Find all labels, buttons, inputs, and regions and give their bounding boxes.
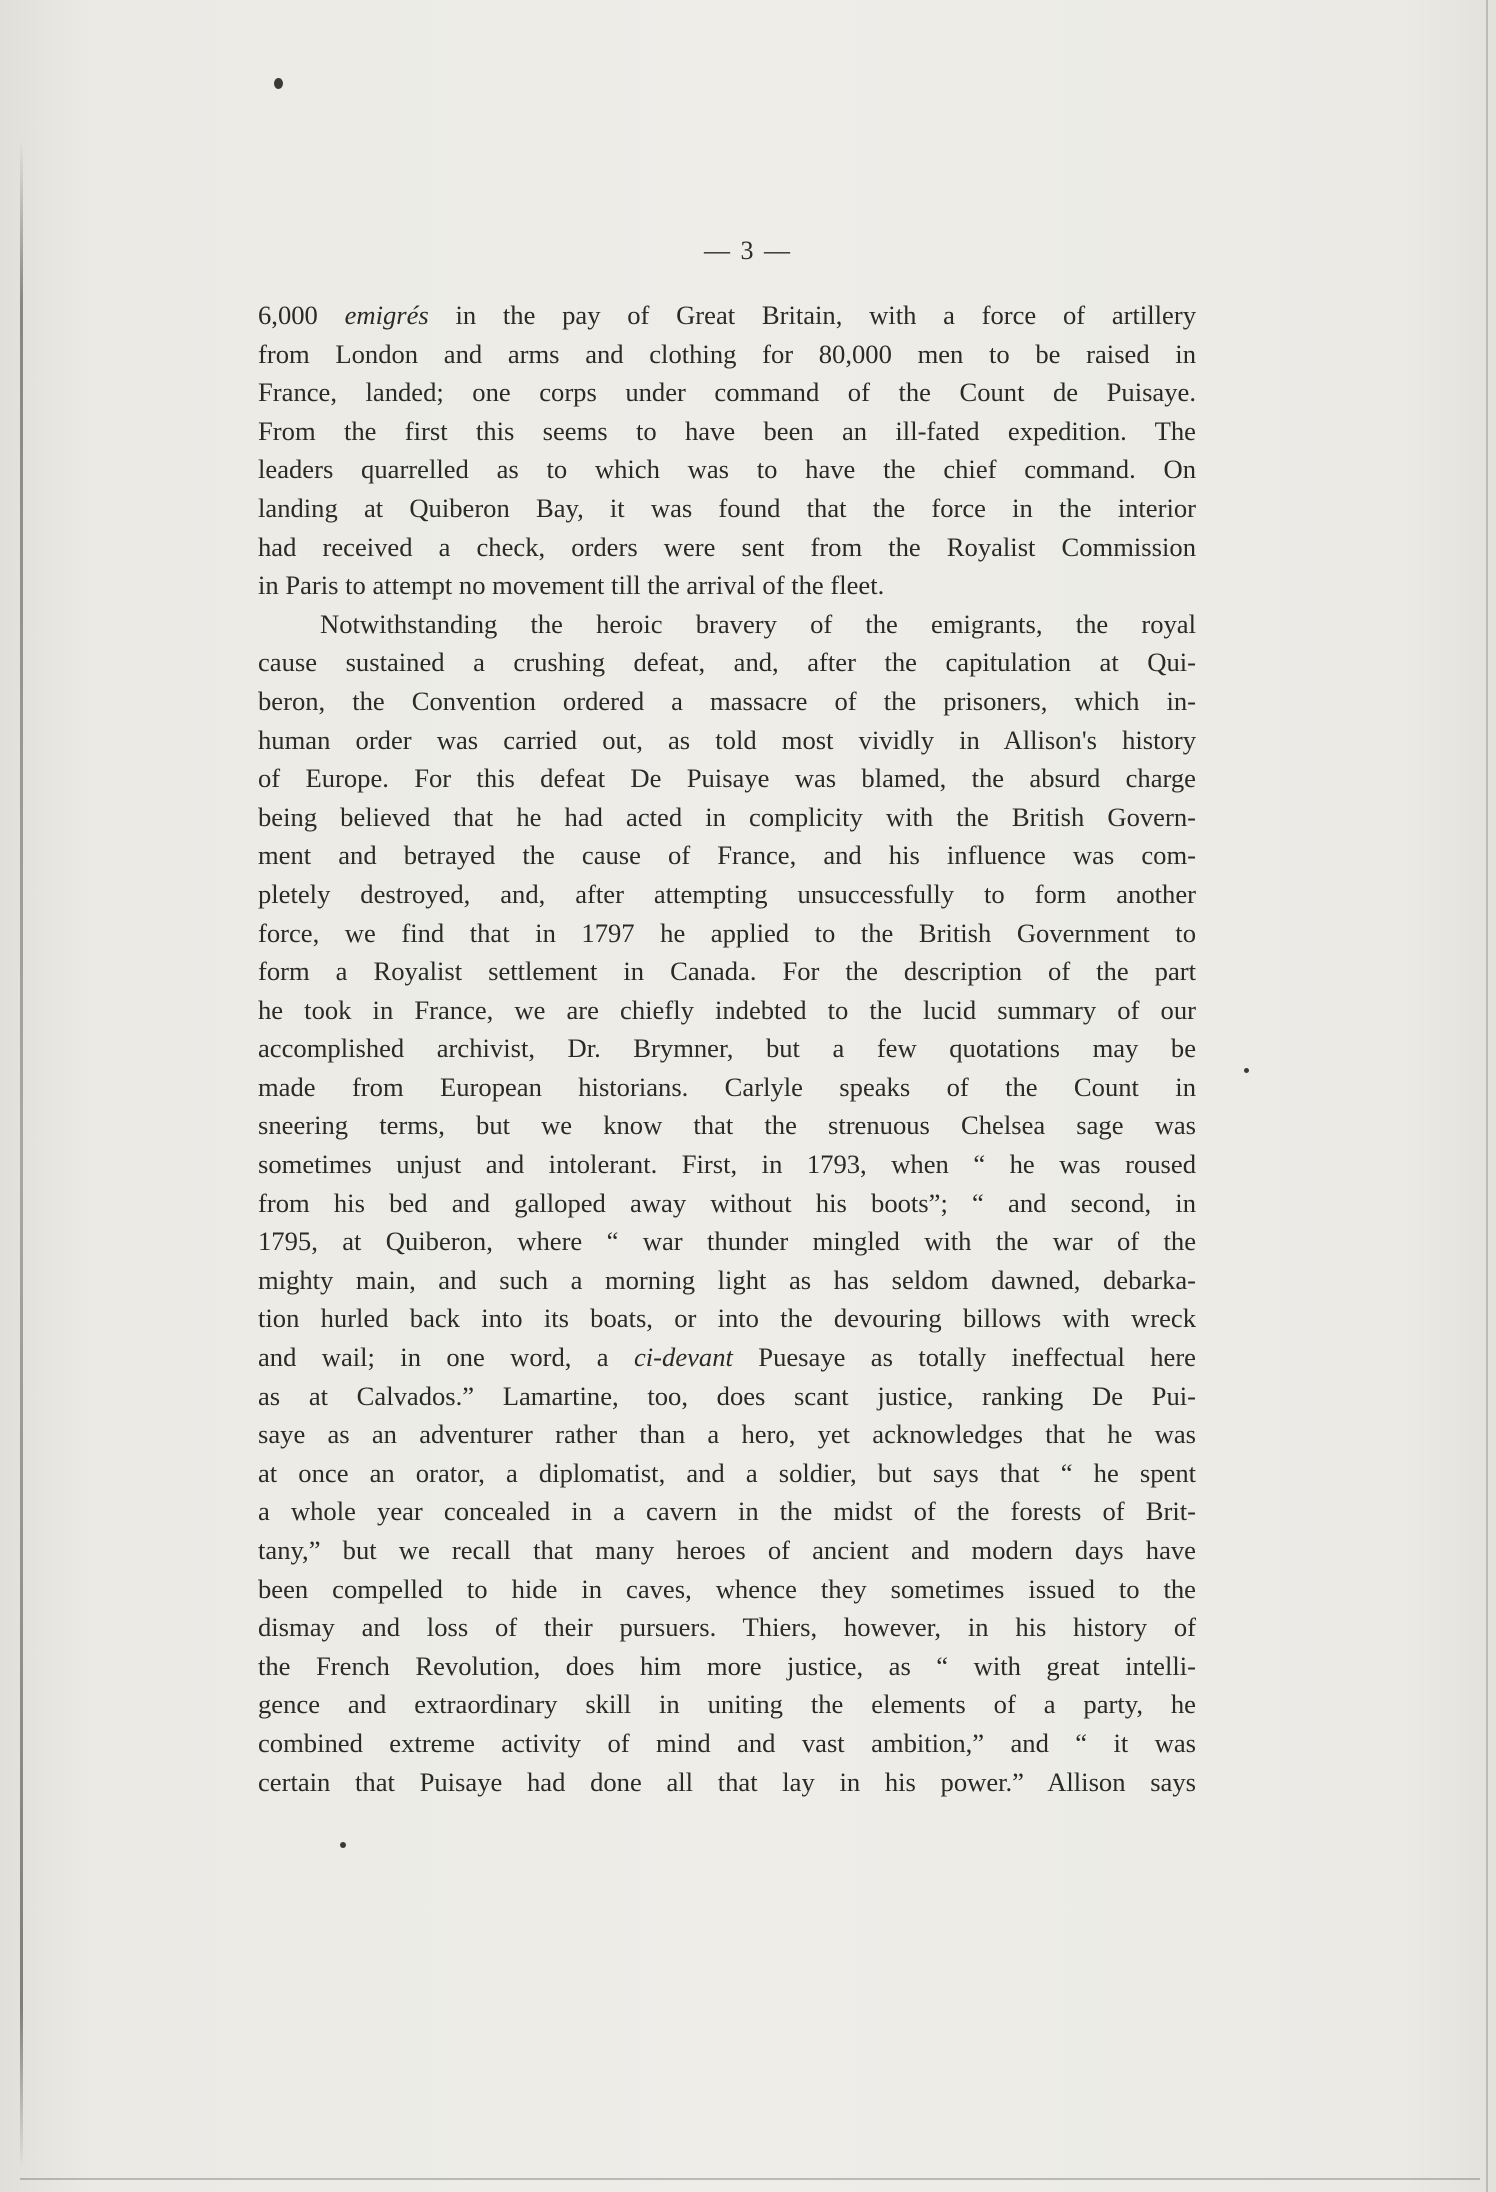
text-line [258,1570,1196,1609]
text-line [258,1454,1196,1493]
text-line [258,528,1196,567]
text-segment: of Europe. For this defeat De Puisaye was blamed, the absurd charge [258,763,1196,794]
page-right-edge [1486,0,1488,2192]
text-line [258,914,1196,953]
ink-speck [274,78,283,89]
text-line [258,798,1196,837]
text-segment: dismay and loss of their pursuers. Thiers, however, in his history of [258,1612,1196,1643]
text-line [258,1145,1196,1184]
text-line [258,1415,1196,1454]
ink-speck [1244,1068,1249,1073]
text-segment: Notwithstanding the heroic bravery of the emigrants, the royal [320,608,1196,639]
text-segment: and wail; in one word, a [258,1342,634,1373]
text-segment: France, landed; one corps under command of the Count de Puisaye. [258,377,1196,408]
text-segment: tion hurled back into its boats, or into the devouring billows with wreck [258,1303,1196,1334]
text-line [258,1724,1196,1763]
text-segment: leaders quarrelled as to which was to have the chief command. On [258,454,1196,485]
text-segment: 6,000 [258,300,345,330]
text-segment: tany,” but we recall that many heroes of ancient and modern days have [258,1535,1196,1565]
text-line [258,1222,1196,1261]
text-line [258,1531,1196,1570]
text-line [258,1068,1196,1107]
text-line [258,1377,1196,1416]
text-line [258,1261,1196,1300]
text-segment: force, we find that in 1797 he applied to the British Government to [258,917,1196,948]
text-line [258,566,1196,605]
text-line [258,1685,1196,1724]
text-segment: form a Royalist settlement in Canada. For the description of the part [258,956,1196,987]
text-segment: made from European historians. Carlyle speaks of the Count in [258,1071,1196,1102]
text-segment: at once an orator, a diplomatist, and a soldier, but says that “ he spent [258,1457,1196,1488]
text-line [258,605,1196,644]
text-line [258,1608,1196,1647]
text-segment: from his bed and galloped away without his boots”; “ and second, in [258,1187,1196,1218]
text-line [258,1299,1196,1338]
text-segment: From the first this seems to have been an ill-fated expedition. The [258,415,1196,446]
text-line [258,412,1196,451]
text-segment: he took in France, we are chiefly indebted to the lucid summary of our [258,994,1196,1025]
text-segment: saye as an adventurer rather than a hero, yet acknowledges that he was [258,1419,1196,1450]
text-segment: had received a check, orders were sent from the Royalist Commission [258,531,1196,562]
text-line [258,875,1196,914]
text-segment: mighty main, and such a morning light as has seldom dawned, debarka- [258,1264,1196,1295]
text-line [258,682,1196,721]
text-line [258,991,1196,1030]
text-segment: combined extreme activity of mind and vast ambition,” and “ it was [258,1727,1196,1758]
text-line [258,373,1196,412]
body-text [258,296,1196,1801]
text-line [258,1029,1196,1068]
italic-text: ci-devant [633,1342,733,1373]
text-line [258,489,1196,528]
text-segment: being believed that he had acted in complicity with the British Govern- [258,801,1196,832]
text-segment: 1795, at Quiberon, where “ war thunder mingled with the war of the [258,1226,1196,1257]
text-segment: Puesaye as totally ineffectual here [732,1342,1196,1373]
text-segment: accomplished archivist, Dr. Brymner, but a few quotations may be [258,1033,1196,1064]
text-segment: cause sustained a crushing defeat, and, after the capitulation at Qui- [258,647,1196,678]
text-segment: certain that Puisaye had done all that lay in his power.” Allison says [258,1766,1196,1797]
text-segment: in the pay of Great Britain, with a force of artillery [428,300,1196,330]
text-line [258,1338,1196,1377]
ink-speck [340,1842,346,1848]
page-bottom-edge [20,2178,1480,2180]
text-line [258,759,1196,798]
text-segment: pletely destroyed, and, after attempting unsuccessfully to form another [258,878,1196,909]
text-line [258,721,1196,760]
text-segment: sneering terms, but we know that the strenuous Chelsea sage was [258,1110,1196,1141]
text-segment: been compelled to hide in caves, whence they sometimes issued to the [258,1573,1196,1604]
italic-text: emigrés [344,300,429,330]
text-line [258,1492,1196,1531]
text-line [258,1763,1196,1802]
text-segment: sometimes unjust and intolerant. First, in 1793, when “ he was roused [258,1149,1196,1180]
text-segment: ment and betrayed the cause of France, and his influence was com- [258,840,1196,871]
text-line [258,450,1196,489]
text-line [258,836,1196,875]
text-segment: in Paris to attempt no movement till the arrival of the fleet. [258,570,885,601]
text-line [258,952,1196,991]
text-segment: the French Revolution, does him more justice, as “ with great intelli- [258,1650,1196,1681]
text-segment: landing at Quiberon Bay, it was found that the force in the interior [258,492,1196,523]
text-segment: a whole year concealed in a cavern in the midst of the forests of Brit- [258,1496,1196,1527]
page-left-edge [20,140,23,2170]
text-segment: beron, the Convention ordered a massacre of the prisoners, which in- [258,685,1196,716]
text-line [258,296,1196,335]
text-line [258,1106,1196,1145]
text-segment: human order was carried out, as told most vividly in Allison's history [258,724,1196,755]
text-line [258,643,1196,682]
text-segment: as at Calvados.” Lamartine, too, does scant justice, ranking De Pui- [258,1380,1196,1411]
text-line [258,335,1196,374]
text-line [258,1184,1196,1223]
text-line [258,1647,1196,1686]
text-segment: gence and extraordinary skill in uniting the elements of a party, he [258,1689,1196,1720]
text-segment: from London and arms and clothing for 80,000 men to be raised in [258,338,1196,369]
page-number: — 3 — [704,236,792,265]
